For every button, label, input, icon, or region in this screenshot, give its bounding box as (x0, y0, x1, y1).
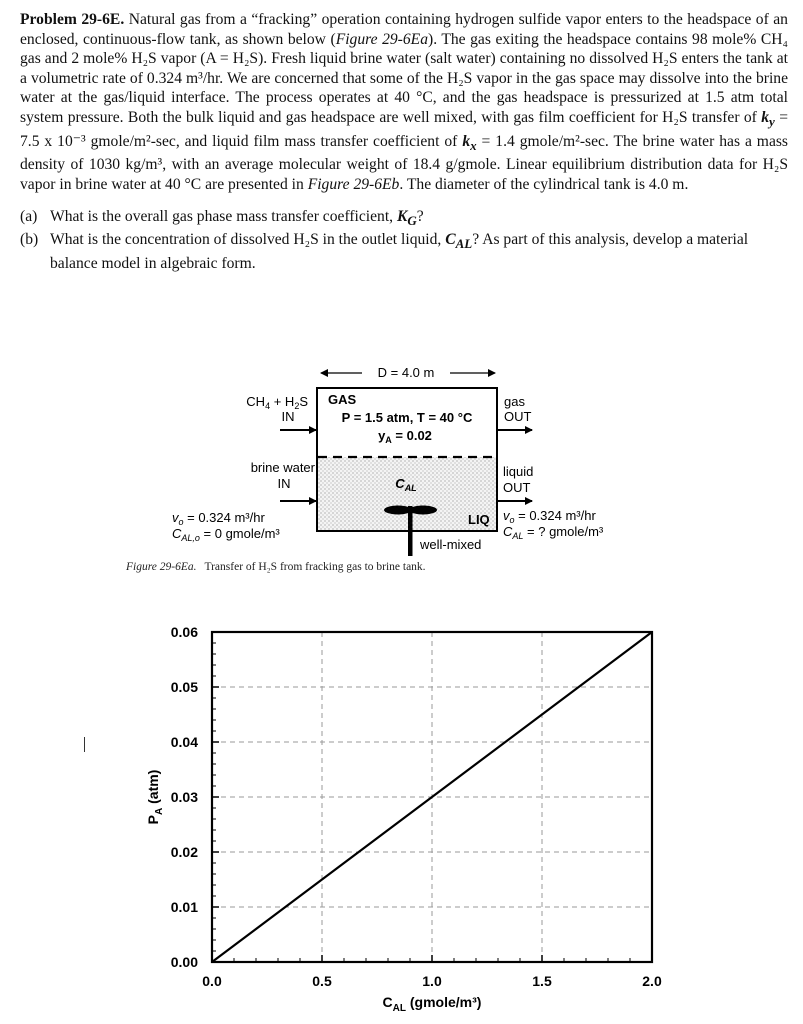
y-axis-title: $P_A$ (atm) (145, 769, 165, 825)
problem-text: . The diameter of the cylindrical tank is 4.0 m. (399, 175, 689, 193)
gas-outlet-label: gas (504, 394, 525, 409)
problem-text: = 7.5 x 10⁻³ gmole/m²-sec, and liquid film mass transfer coefficient of (20, 108, 788, 150)
y-tick-label: 0.02 (170, 844, 198, 860)
gas-inlet-in: IN (281, 409, 295, 424)
inlet-concentration: $C_{AL,o} = 0$ gmole/m³ (172, 526, 280, 543)
question-b (20, 230, 788, 273)
tank-concentration-label: $C_{AL}$ (395, 476, 417, 493)
liquid-outlet-out: OUT (503, 480, 531, 495)
question-text: ? (416, 207, 424, 225)
problem-text: ). The gas exiting the headspace contains 98 mole% CH₄ gas and 2 mole% H₂S vapor (A = H₂S). Fresh liquid brine water (salt water) containing no dissolved H₂S enters the tank at a volumetric rate of 0.324 m³/hr. We are concerned that some of the H₂S vapor in the gas space may dissolve into the brine water at the gas/liquid interface. The process operates at 40 °C, and the gas headspace is pressurized at 1.5 atm total system pressure. Both the bulk liquid and gas headspace are well mixed, with gas film coefficient for H₂S transfer of (20, 30, 788, 126)
impeller-blade-left (384, 506, 412, 515)
tank-diagram (0, 355, 803, 560)
question-text: What is the concentration of dissolved H₂S in the outlet liquid, (50, 231, 446, 249)
gas-label: GAS (328, 392, 357, 407)
kx-subscript: x (470, 137, 477, 153)
figure-reference: Figure 29-6Ea (335, 30, 428, 48)
question-text: ? As part of this analysis, develop a material balance model in algebraic form. (50, 231, 749, 272)
gas-conditions: P = 1.5 atm, T = 40 °C (341, 410, 473, 425)
kx-symbol: k (462, 132, 471, 150)
question-label: (a) (20, 207, 38, 225)
ky-subscript: y (769, 114, 775, 130)
liquid-label: LIQ (468, 512, 490, 527)
diameter-label: D = 4.0 m (377, 365, 435, 380)
outlet-flow-rate: $v_o = 0.324$ m³/hr (503, 508, 596, 525)
impeller-shaft (408, 506, 413, 556)
gas-mole-fraction: $y_A = 0.02$ (378, 428, 432, 445)
brine-inlet-label: brine water (250, 460, 315, 475)
figure-reference: Figure 29-6Eb (307, 175, 400, 193)
y-tick-label: 0.00 (170, 954, 198, 970)
kg-subscript: G (407, 212, 417, 228)
y-tick-label: 0.01 (170, 899, 198, 915)
y-tick-label: 0.05 (170, 679, 198, 695)
questions (20, 207, 788, 274)
x-axis-title: $C_{AL}$ (gmole/m³) (382, 994, 482, 1014)
liquid-outlet-label: liquid (503, 464, 534, 479)
x-tick-label: 0.5 (312, 973, 332, 989)
kg-symbol: K (396, 207, 408, 225)
y-tick-label: 0.06 (170, 624, 198, 640)
x-tick-label: 1.0 (422, 973, 442, 989)
question-label: (b) (20, 231, 39, 249)
well-mixed-label: well-mixed (420, 537, 482, 552)
x-tick-label: 0.0 (202, 973, 222, 989)
problem-paragraph (20, 10, 788, 195)
cal-subscript: AL (455, 236, 473, 252)
problem-heading: Problem 29-6E. (20, 11, 125, 28)
caption-figure-label: Figure 29-6Ea. (126, 561, 197, 573)
x-tick-label: 1.5 (532, 973, 552, 989)
y-tick-label: 0.03 (170, 789, 198, 805)
inlet-flow-rate: $v_o = 0.324$ m³/hr (172, 510, 265, 527)
cal-symbol: C (445, 231, 456, 249)
ky-symbol: k (761, 108, 770, 126)
problem-statement (20, 10, 788, 274)
question-a (20, 207, 788, 231)
gas-outlet-out: OUT (504, 409, 532, 424)
y-tick-label: 0.04 (170, 734, 198, 750)
impeller-blade-right (409, 506, 437, 515)
gas-inlet-label: $CH_4 + H_2S$ (246, 394, 308, 411)
equilibrium-chart (0, 610, 803, 1024)
problem-text: Natural gas from a “fracking” operation containing hydrogen sulfide vapor enters to the headspace of an enclosed, continuous-flow tank, as shown below ( (20, 11, 788, 48)
x-tick-label: 2.0 (642, 973, 662, 989)
caption-text: Transfer of H₂S from fracking gas to brine tank. (204, 561, 426, 573)
figure-caption (126, 561, 426, 573)
problem-text: = 1.4 gmole/m²-sec. The brine water has a mass density of 1030 kg/m³, with an average molecular weight of 18.4 g/gmole. Linear equilibrium distribution data for H₂S vapor in brine water at 40 °C are presented in (20, 132, 788, 193)
question-text: What is the overall gas phase mass transfer coefficient, (50, 207, 397, 225)
outlet-concentration: $C_{AL}$ = ? gmole/m³ (503, 524, 604, 541)
brine-inlet-in: IN (277, 476, 291, 491)
